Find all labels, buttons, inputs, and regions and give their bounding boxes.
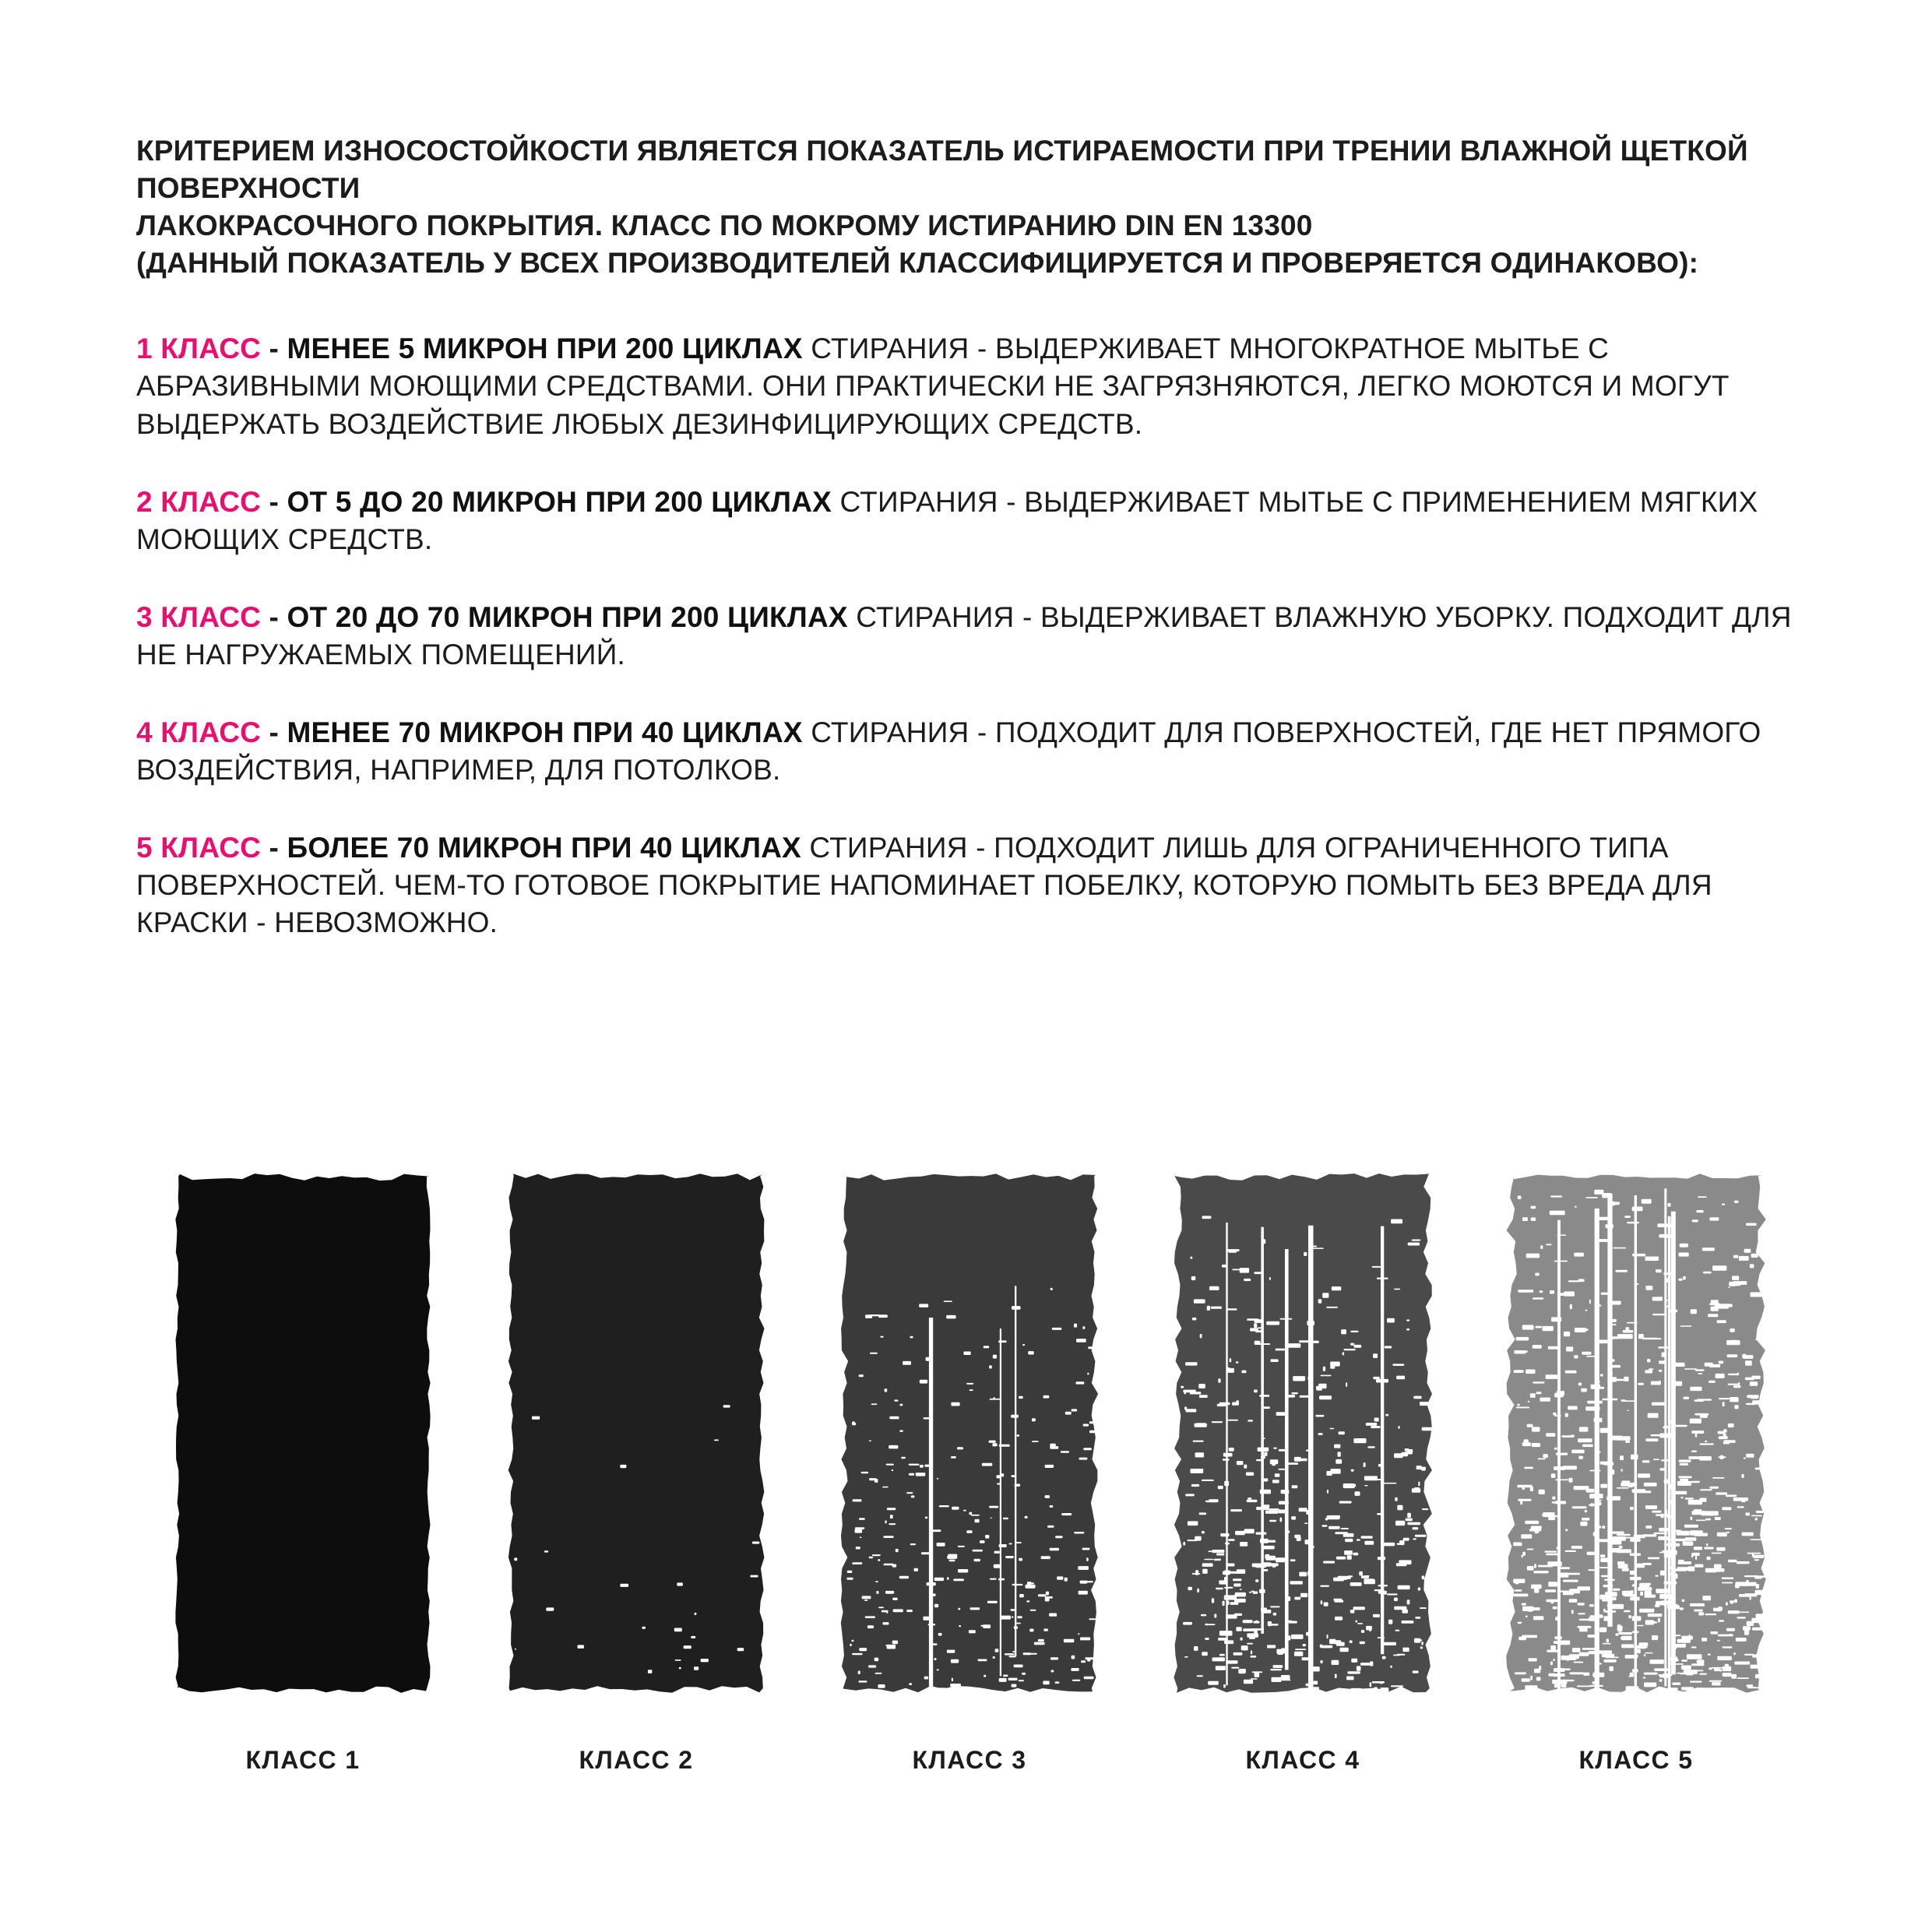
swatch-cell-5 bbox=[1469, 1168, 1803, 1775]
class-spec-5: БОЛЕЕ 70 МИКРОН ПРИ 40 ЦИКЛАХ bbox=[287, 832, 801, 864]
class-dash-2: - bbox=[261, 485, 287, 518]
swatch-caption-2: КЛАСС 2 bbox=[579, 1746, 694, 1774]
class-text-4: СТИРАНИЯ - ПОДХОДИТ ДЛЯ ПОВЕРХНОСТЕЙ, ГДЕ НЕТ ПРЯМОГО ВОЗДЕЙСТВИЯ, НАПРИМЕР, ДЛЯ ПОТОЛКОВ. bbox=[136, 716, 1761, 787]
swatch-caption-4: КЛАСС 4 bbox=[1245, 1746, 1360, 1774]
class-spec-2: ОТ 5 ДО 20 МИКРОН ПРИ 200 ЦИКЛАХ bbox=[287, 485, 832, 518]
class-paragraph-4 bbox=[136, 714, 1796, 789]
class-dash-3: - bbox=[261, 600, 287, 633]
class-text-1: СТИРАНИЯ - ВЫДЕРЖИВАЕТ МНОГОКРАТНОЕ МЫТЬЕ С АБРАЗИВНЫМИ МОЮЩИМИ СРЕДСТВАМИ. ОНИ ПРАКТИЧЕСКИ НЕ ЗАГРЯЗНЯЮТСЯ, ЛЕГКО МОЮТСЯ И МОГУТ ВЫДЕРЖАТЬ ВОЗДЕЙСТВИЕ ЛЮБЫХ ДЕЗИНФИЦИРУЮЩИХ СРЕДСТВ. bbox=[136, 333, 1730, 440]
swatch-cell-2 bbox=[470, 1168, 803, 1775]
class-spec-3: ОТ 20 ДО 70 МИКРОН ПРИ 200 ЦИКЛАХ bbox=[287, 600, 848, 633]
swatch-caption-3: КЛАСС 3 bbox=[912, 1746, 1027, 1774]
intro-line-1: КРИТЕРИЕМ ИЗНОСОСТОЙКОСТИ ЯВЛЯЕТСЯ ПОКАЗАТЕЛЬ ИСТИРАЕМОСТИ ПРИ ТРЕНИИ ВЛАЖНОЙ ЩЕТКОЙ ПОВЕРХНОСТИ bbox=[136, 135, 1748, 205]
class-label-2: 2 КЛАСС bbox=[136, 485, 262, 518]
paint-swatch-class-2-icon bbox=[504, 1168, 769, 1698]
swatch-cell-1 bbox=[136, 1168, 470, 1775]
paint-swatch-class-4-icon bbox=[1170, 1168, 1435, 1698]
paint-swatch-class-3-icon bbox=[837, 1168, 1102, 1698]
class-paragraph-1 bbox=[136, 330, 1796, 442]
swatch-caption-5: КЛАСС 5 bbox=[1578, 1746, 1694, 1774]
class-dash-5: - bbox=[261, 832, 287, 864]
class-spec-4: МЕНЕЕ 70 МИКРОН ПРИ 40 ЦИКЛАХ bbox=[287, 716, 803, 749]
class-label-4: 4 КЛАСС bbox=[136, 716, 262, 749]
class-paragraph-3 bbox=[136, 599, 1796, 674]
class-paragraph-5 bbox=[136, 829, 1796, 941]
class-text-3: СТИРАНИЯ - ВЫДЕРЖИВАЕТ ВЛАЖНУЮ УБОРКУ. ПОДХОДИТ ДЛЯ НЕ НАГРУЖАЕМЫХ ПОМЕЩЕНИЙ. bbox=[136, 600, 1792, 670]
paint-swatch-class-1-icon bbox=[171, 1168, 435, 1698]
class-text-5: СТИРАНИЯ - ПОДХОДИТ ЛИШЬ ДЛЯ ОГРАНИЧЕННОГО ТИПА ПОВЕРХНОСТЕЙ. ЧЕМ-ТО ГОТОВОЕ ПОКРЫТИЕ НАПОМИНАЕТ ПОБЕЛКУ, КОТОРУЮ ПОМЫТЬ БЕЗ ВРЕДА ДЛЯ КРАСКИ - НЕВОЗМОЖНО. bbox=[136, 832, 1712, 939]
class-text-2: СТИРАНИЯ - ВЫДЕРЖИВАЕТ МЫТЬЕ С ПРИМЕНЕНИЕМ МЯГКИХ МОЮЩИХ СРЕДСТВ. bbox=[136, 485, 1758, 555]
swatch-caption-1: КЛАСС 1 bbox=[245, 1746, 361, 1774]
intro-paragraph bbox=[136, 132, 1796, 282]
intro-line-2: ЛАКОКРАСОЧНОГО ПОКРЫТИЯ. КЛАСС ПО МОКРОМУ ИСТИРАНИЮ DIN EN 13300 bbox=[136, 209, 1313, 242]
class-paragraph-2 bbox=[136, 484, 1796, 558]
intro-line-3: (ДАННЫЙ ПОКАЗАТЕЛЬ У ВСЕХ ПРОИЗВОДИТЕЛЕЙ КЛАССИФИЦИРУЕТСЯ И ПРОВЕРЯЕТСЯ ОДИНАКОВО): bbox=[136, 247, 1699, 280]
class-dash-4: - bbox=[261, 716, 287, 749]
class-label-3: 3 КЛАСС bbox=[136, 600, 262, 633]
swatch-cell-4 bbox=[1136, 1168, 1469, 1775]
paint-swatch-class-5-icon bbox=[1504, 1168, 1768, 1698]
class-label-5: 5 КЛАСС bbox=[136, 832, 262, 864]
class-label-1: 1 КЛАСС bbox=[136, 333, 262, 365]
class-spec-1: МЕНЕЕ 5 МИКРОН ПРИ 200 ЦИКЛАХ bbox=[287, 333, 803, 365]
swatch-cell-3 bbox=[803, 1168, 1136, 1775]
class-dash-1: - bbox=[261, 333, 287, 365]
swatch-row bbox=[136, 1168, 1803, 1775]
